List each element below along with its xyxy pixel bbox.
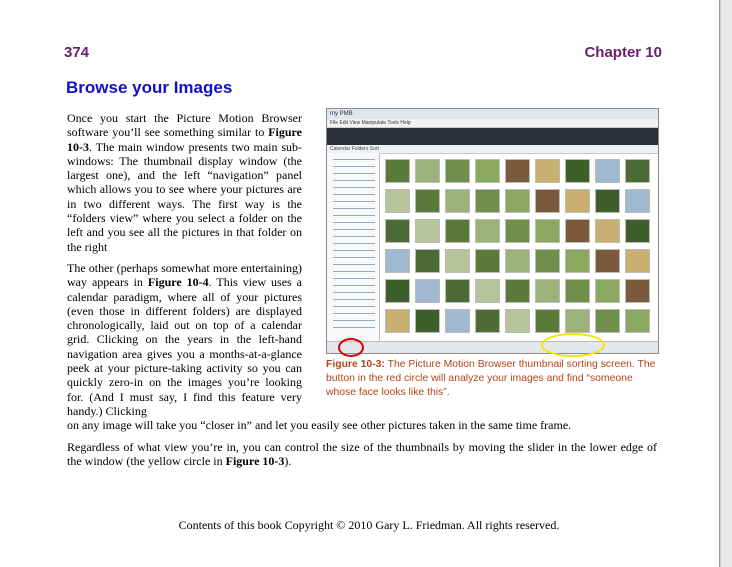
screenshot-thumbnail (535, 279, 560, 303)
screenshot-thumbnail (505, 309, 530, 333)
screenshot-thumbnail (625, 219, 650, 243)
screenshot-thumbnail (475, 309, 500, 333)
screenshot-thumbnail (565, 219, 590, 243)
paragraph-3: Regardless of what view you’re in, you can control the size of the thumbnails by moving the slider in the lower edge of the window (the yellow circle in Figure 10-3). (67, 440, 657, 469)
screenshot-thumbnail (475, 249, 500, 273)
screenshot-thumbnail (505, 249, 530, 273)
screenshot-thumbnail (445, 219, 470, 243)
screenshot-thumbnail (415, 159, 440, 183)
screenshot-thumbnail (505, 159, 530, 183)
screenshot-navigation-panel (327, 153, 380, 341)
page-number: 374 (64, 44, 90, 61)
yellow-circle-highlight (541, 333, 605, 357)
screenshot-thumbnail (385, 219, 410, 243)
screenshot-thumbnail (415, 189, 440, 213)
screenshot-thumbnail (625, 159, 650, 183)
screenshot-thumbnail (565, 159, 590, 183)
screenshot-thumbnail (505, 279, 530, 303)
figure-caption: Figure 10-3: The Picture Motion Browser thumbnail sorting screen. The button in the red circle will analyze your images and find “someone whose face looks like this”. (326, 359, 656, 398)
screenshot-thumbnail (415, 249, 440, 273)
screenshot-thumbnail (565, 249, 590, 273)
screenshot-thumbnail (385, 309, 410, 333)
screenshot-thumbnail (445, 189, 470, 213)
screenshot-thumbnail (445, 309, 470, 333)
screenshot-thumbnail (595, 249, 620, 273)
screenshot-thumbnail (385, 249, 410, 273)
screenshot-thumbnail (595, 159, 620, 183)
screenshot-thumbnail-grid (385, 159, 655, 339)
paragraph-2: The other (perhaps somewhat more entertaining) way appears in Figure 10-4. This view uses a calendar paradigm, where all of your pictures (even those in different folders) are displayed chronologically, laid out on top of a calendar grid. Clicking on the years in the left-hand navigation area gives you a months-at-a-glance peek at your picture-taking activity so you can quickly zero-in on the images you’re looking for. (And I must say, I find this feature very handy.) Clicking (67, 261, 302, 418)
screenshot-thumbnail (445, 159, 470, 183)
screenshot-thumbnail (415, 309, 440, 333)
screenshot-thumbnail (475, 279, 500, 303)
screenshot-thumbnail (625, 249, 650, 273)
screenshot-thumbnail (535, 189, 560, 213)
screenshot-nav-tabs: Calendar Folders Sort (327, 145, 658, 154)
screenshot-thumbnail (595, 309, 620, 333)
screenshot-toolbar (327, 128, 658, 145)
screenshot-thumbnail (535, 249, 560, 273)
screenshot-thumbnail (565, 309, 590, 333)
screenshot-thumbnail (475, 189, 500, 213)
screenshot-thumbnail (535, 309, 560, 333)
screenshot-thumbnail (595, 219, 620, 243)
screenshot-thumbnail (415, 219, 440, 243)
copyright-footer: Contents of this book Copyright © 2010 Gary L. Friedman. All rights reserved. (178, 518, 560, 532)
screenshot-thumbnail (625, 279, 650, 303)
screenshot-thumbnail (445, 279, 470, 303)
screenshot-thumbnail (475, 219, 500, 243)
screenshot-thumbnail (595, 279, 620, 303)
vertical-scrollbar[interactable] (720, 0, 732, 567)
screenshot-thumbnail (385, 189, 410, 213)
screenshot-thumbnail (565, 189, 590, 213)
screenshot-thumbnail (565, 279, 590, 303)
red-circle-highlight (338, 338, 364, 357)
screenshot-thumbnail (535, 159, 560, 183)
section-title: Browse your Images (66, 78, 233, 97)
screenshot-thumbnail (385, 279, 410, 303)
figure-screenshot (326, 108, 659, 354)
screenshot-thumbnail (595, 189, 620, 213)
screenshot-thumbnail (415, 279, 440, 303)
screenshot-thumbnail (445, 249, 470, 273)
screenshot-menu-bar: File Edit View Manipulate Tools Help (327, 119, 658, 128)
screenshot-thumbnail (625, 189, 650, 213)
screenshot-thumbnail (505, 219, 530, 243)
screenshot-thumbnail (535, 219, 560, 243)
screenshot-thumbnail (505, 189, 530, 213)
screenshot-thumbnail (625, 309, 650, 333)
screenshot-thumbnail (385, 159, 410, 183)
screenshot-title-bar: my PMB (327, 109, 658, 119)
paragraph-2-continued: on any image will take you “closer in” and let you easily see other pictures taken in the same time frame. (67, 418, 572, 432)
screenshot-status-bar (327, 341, 658, 354)
chapter-label: Chapter 10 (584, 44, 662, 61)
screenshot-thumbnail (475, 159, 500, 183)
paragraph-1: Once you start the Picture Motion Browser software you’ll see something similar to Figure 10-3. The main window presents two main sub-windows: The thumbnail display window (the largest one), and the left “navigation” panel which allows you to see where your pictures are in two different ways. The first way is the “folders view” where you select a folder on the left and you see all the pictures in that folder on the right (67, 111, 302, 254)
